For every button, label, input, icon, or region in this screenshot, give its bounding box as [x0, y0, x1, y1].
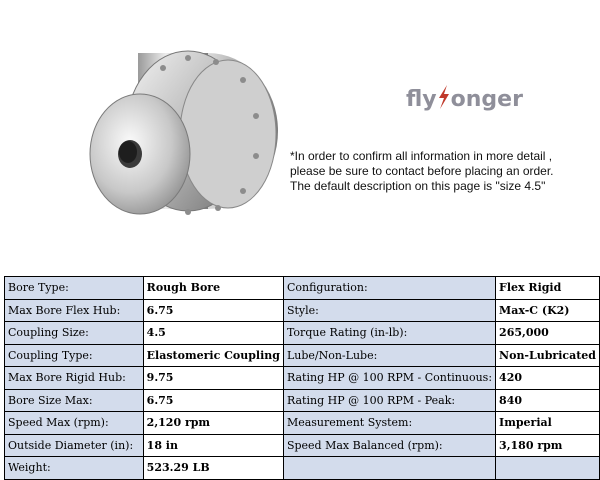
- table-row: [5, 344, 600, 367]
- table-row: [5, 299, 600, 322]
- logo-text-right: onger: [450, 87, 523, 112]
- logo-text-left: fly: [406, 87, 437, 112]
- notice-line: The default description on this page is "size 4.5": [290, 179, 546, 193]
- spec-value: 6.75: [143, 299, 283, 322]
- spec-value: 3,180 rpm: [496, 434, 600, 457]
- spec-value: Rough Bore: [143, 277, 283, 300]
- spec-label: Coupling Type:: [5, 344, 144, 367]
- table-row: [5, 457, 600, 480]
- product-image: [78, 36, 288, 246]
- spec-value: 840: [496, 389, 600, 412]
- spec-label: Measurement System:: [283, 412, 495, 435]
- spec-value: 6.75: [143, 389, 283, 412]
- table-row: [5, 367, 600, 390]
- spec-value-empty: [496, 457, 600, 480]
- notice-line: please be sure to contact before placing an order.: [290, 164, 554, 178]
- brand-logo: [406, 85, 536, 117]
- spec-label: Max Bore Flex Hub:: [5, 299, 144, 322]
- spec-table: [4, 276, 600, 480]
- spec-label: Rating HP @ 100 RPM - Continuous:: [283, 367, 495, 390]
- spec-label: Bore Type:: [5, 277, 144, 300]
- spec-value: Non-Lubricated: [496, 344, 600, 367]
- spec-value: 523.29 LB: [143, 457, 283, 480]
- spec-label: Weight:: [5, 457, 144, 480]
- spec-label: Speed Max Balanced (rpm):: [283, 434, 495, 457]
- spec-value: 9.75: [143, 367, 283, 390]
- notice-line: *In order to confirm all information in more detail ,: [290, 149, 553, 163]
- spec-value: 420: [496, 367, 600, 390]
- coupling-photo-icon: [78, 36, 288, 246]
- spec-label: Outside Diameter (in):: [5, 434, 144, 457]
- bolt-mark-icon: [437, 85, 451, 107]
- spec-value: 18 in: [143, 434, 283, 457]
- spec-value: Max-C (K2): [496, 299, 600, 322]
- spec-label: Max Bore Rigid Hub:: [5, 367, 144, 390]
- order-notice: [290, 149, 590, 194]
- spec-value: 265,000: [496, 322, 600, 345]
- spec-value: Imperial: [496, 412, 600, 435]
- table-row: [5, 389, 600, 412]
- table-row: [5, 277, 600, 300]
- spec-value: 4.5: [143, 322, 283, 345]
- spec-label: Style:: [283, 299, 495, 322]
- spec-label-empty: [283, 457, 495, 480]
- spec-label: Lube/Non-Lube:: [283, 344, 495, 367]
- spec-label: Configuration:: [283, 277, 495, 300]
- spec-label: Speed Max (rpm):: [5, 412, 144, 435]
- spec-value: Elastomeric Coupling: [143, 344, 283, 367]
- spec-label: Torque Rating (in-lb):: [283, 322, 495, 345]
- spec-value: Flex Rigid: [496, 277, 600, 300]
- spec-label: Coupling Size:: [5, 322, 144, 345]
- table-row: [5, 434, 600, 457]
- spec-label: Rating HP @ 100 RPM - Peak:: [283, 389, 495, 412]
- table-row: [5, 322, 600, 345]
- spec-label: Bore Size Max:: [5, 389, 144, 412]
- spec-value: 2,120 rpm: [143, 412, 283, 435]
- table-row: [5, 412, 600, 435]
